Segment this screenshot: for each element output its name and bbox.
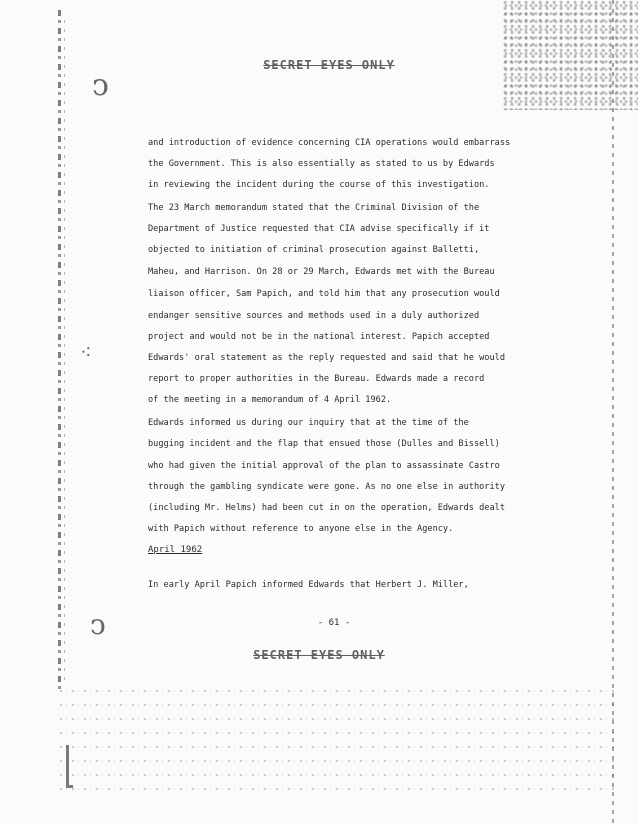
body-line-last: In early April Papich informed Edwards that Herbert J. Miller, bbox=[148, 580, 469, 590]
body-line: The 23 March memorandum stated that the Criminal Division of the bbox=[148, 203, 480, 213]
body-line: liaison officer, Sam Papich, and told him that any prosecution would bbox=[148, 289, 500, 299]
body-line: report to proper authorities in the Bureau. Edwards made a record bbox=[148, 374, 485, 384]
body-line: the Government. This is also essentially as stated to us by Edwards bbox=[148, 159, 495, 169]
margin-smudge-mark: ⁖ bbox=[80, 340, 92, 364]
scan-left-edge-inner bbox=[64, 20, 65, 680]
body-line: endanger sensitive sources and methods used in a duly authorized bbox=[148, 311, 480, 321]
footer-classification: SECRET EYES ONLY bbox=[253, 648, 385, 662]
body-line: of the meeting in a memorandum of 4 April 1962. bbox=[148, 395, 392, 405]
body-line: objected to initiation of criminal prosecution against Balletti, bbox=[148, 245, 480, 255]
body-line: with Papich without reference to anyone else in the Agency. bbox=[148, 524, 454, 534]
body-line: who had given the initial approval of the plan to assassinate Castro bbox=[148, 461, 500, 471]
header-classification: SECRET EYES ONLY bbox=[263, 58, 395, 72]
scan-noise-top-right bbox=[503, 0, 638, 110]
body-line: Department of Justice requested that CIA advise specifically if it bbox=[148, 224, 490, 234]
body-line: Edwards' oral statement as the reply requested and said that he would bbox=[148, 353, 505, 363]
body-line: Edwards informed us during our inquiry that at the time of the bbox=[148, 418, 469, 428]
body-line: bugging incident and the flap that ensued those (Dulles and Bissell) bbox=[148, 439, 500, 449]
body-line: in reviewing the incident during the course of this investigation. bbox=[148, 180, 490, 190]
scan-left-edge bbox=[58, 10, 61, 690]
scan-noise-bottom bbox=[60, 690, 618, 790]
body-line: (including Mr. Helms) had been cut in on the operation, Edwards dealt bbox=[148, 503, 505, 513]
body-line: Maheu, and Harrison. On 28 or 29 March, Edwards met with the Bureau bbox=[148, 267, 495, 277]
body-line: project and would not be in the national interest. Papich accepted bbox=[148, 332, 490, 342]
section-subheading: April 1962 bbox=[148, 545, 203, 555]
body-line: through the gambling syndicate were gone. As no one else in authority bbox=[148, 482, 505, 492]
scan-bracket-mark bbox=[66, 745, 73, 788]
punch-hole-mark-bottom: ↄ bbox=[90, 608, 106, 641]
punch-hole-mark-top: ↄ bbox=[92, 68, 109, 103]
page-number: - 61 - bbox=[317, 618, 351, 628]
body-line: and introduction of evidence concerning CIA operations would embarrass bbox=[148, 138, 511, 148]
